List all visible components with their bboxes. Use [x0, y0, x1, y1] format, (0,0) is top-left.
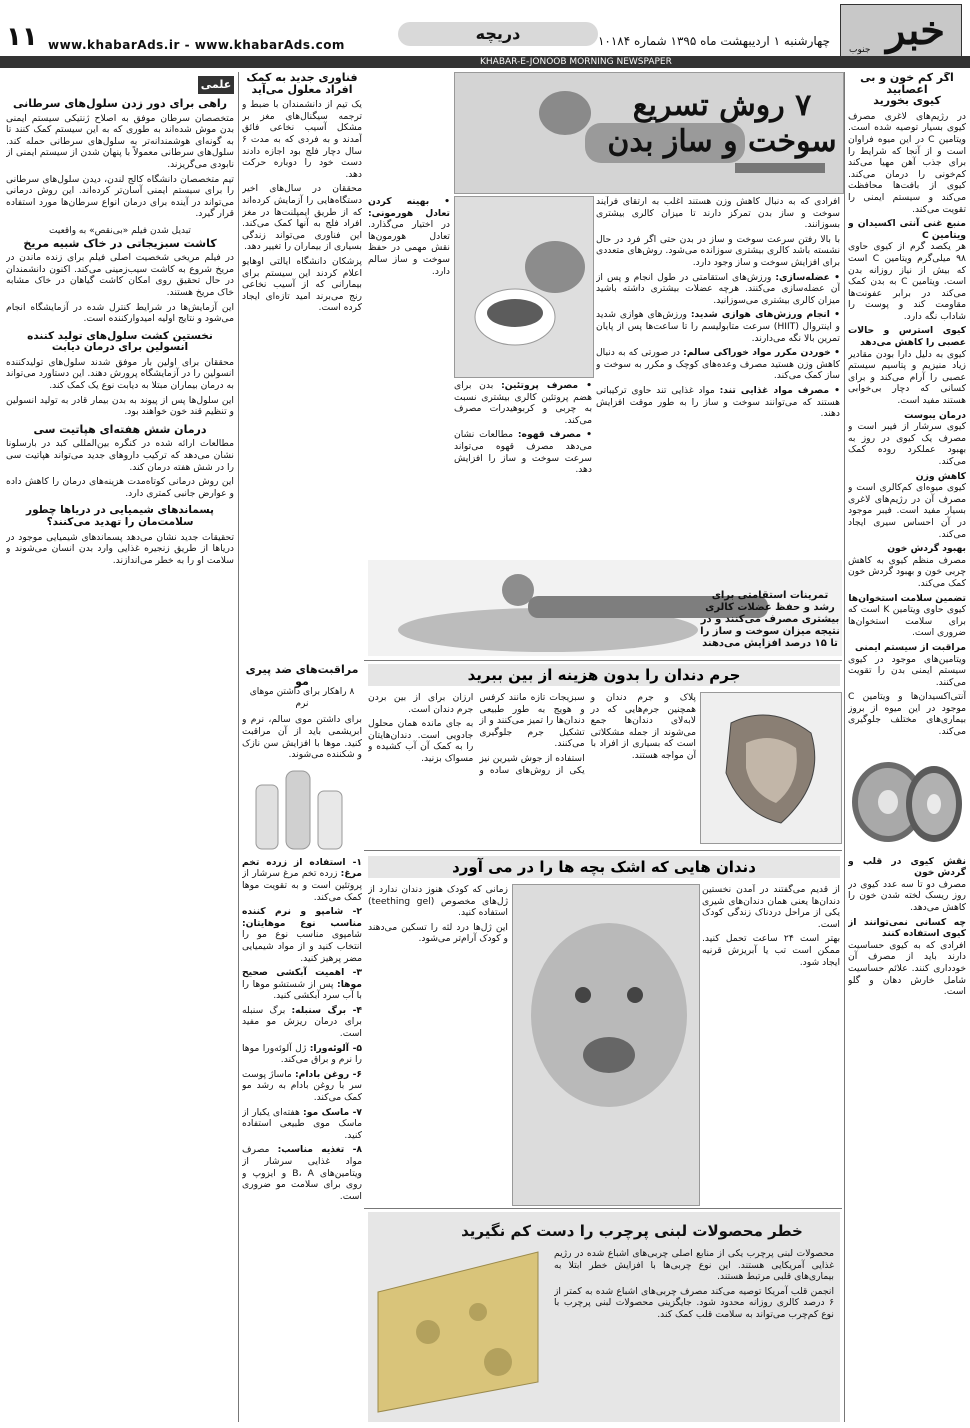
science-paragraph: این آزمایش‌ها در شرایط کنترل شده در آزمایشگاه انجام می‌شود و نتایج اولیه امیدوارکننده است.: [6, 301, 234, 325]
hair-heading: ۳- اهمیت آبکشی صحیح موها:: [242, 967, 362, 990]
kiwi-heading: تضمین سلامت استخوان‌ها: [848, 592, 966, 604]
hair-paragraph: هفته‌ای یکبار از ماسک موی طبیعی استفاده کنید.: [242, 1106, 362, 1141]
feature-paragraph: در صورتی که به دنبال کاهش وزن هستید مصرف وعده‌های کوچک و مکرر به سوخت و ساز کمک می‌کند.: [596, 347, 840, 382]
kiwi-paragraph: افرادی که به کیوی حساسیت دارند باید از مصرف آن خودداری کنند. علائم حساسیت شامل خارش دهان و گلو است.: [848, 939, 966, 998]
section-title: دریچه: [398, 22, 598, 46]
cheese-title: خطر محصولات لبنی پرچرب را دست کم نگیرید: [461, 1222, 803, 1240]
science-paragraph: در فیلم مریخی شخصیت اصلی فیلم برای زنده ماندن در مریخ شروع به کاشت سیب‌زمینی می‌کند. اکنون دانشمندان در حال تحقیق روی امکان کاشت گیاهان در خاک مشابه خاک مریخ هستند.: [6, 252, 234, 298]
cheese-paragraph: محصولات لبنی پرچرب یکی از منابع اصلی چربی‌های اشباع شده در رژیم غذایی آمریکایی هستند. این نوع چربی‌ها با افزایش خطر ابتلا به بیماری‌های قلبی مرتبط هستند.: [554, 1248, 834, 1283]
tech-subtitle: افراد معلول می‌آید: [251, 82, 353, 96]
feature-paragraph: در اختیار می‌گذارد. تعادل هورمون‌ها نقش مهمی در حفظ سوخت و ساز سالم دارد.: [368, 219, 450, 277]
kiwi-heading: منبع غنی آنتی اکسیدان و ویتامین C: [848, 218, 966, 241]
baby-paragraph: از قدیم می‌گفتند در آمدن نخستین دندان‌ها یعنی همان دندان‌های شیری یکی از مراحل دردناک زندگی کودک است.: [702, 884, 840, 930]
website-url: www.khabarAds.ir - www.khabarAds.com: [48, 38, 345, 52]
kiwi-heading: کیوی استرس و حالات عصبی را کاهش می‌دهد: [848, 325, 966, 349]
science-title: راهی برای دور زدن سلول‌های سرطانی: [12, 98, 227, 110]
feature-heading: • انجام ورزش‌های هوازی شدید:: [690, 309, 840, 321]
newspaper-logo: [840, 4, 962, 60]
logo-subtext: جنوب: [849, 45, 871, 55]
feature-caption: تمرینات استقامتی برای رشد و حفظ عضلات کالری بیشتری مصرف می‌کنند و در نتیجه میزان سوخت و ساز را تا ۱۵ درصد افزایش می‌دهند: [700, 590, 840, 649]
tech-article: [242, 72, 362, 652]
band-text: KHABAR-E-JONOOB MORNING NEWSPAPER: [480, 57, 672, 67]
kiwi-article: [848, 72, 966, 1422]
masthead: [0, 0, 970, 62]
tech-paragraph: پزشکان دانشگاه ایالتی اوهایو اعلام کردند این سیستم برای بیمارانی که از آسیب نخاعی رنج می‌برند امید تازه‌ای ایجاد کرده است.: [242, 255, 362, 314]
science-title: نخستین کشت سلول‌های تولید کننده انسولین برای درمان دیابت: [27, 329, 213, 354]
kiwi-paragraph: ویتامین‌های موجود در کیوی سیستم ایمنی بدن را تقویت می‌کنند.: [848, 653, 966, 688]
header-band: [0, 56, 970, 68]
kiwi-heading: مراقبت از سیستم ایمنی: [855, 641, 966, 653]
science-paragraph: تیم متخصصان دانشگاه کالج لندن، دیدن سلول‌های سرطانی را برای سیستم ایمنی آسان‌تر کرده‌اند. این روش درمانی می‌تواند در آینده برای درمان انواع سرطان‌ها مورد استفاده قرار گیرد.: [6, 173, 234, 220]
kiwi-title: اگر کم خون و بی اعصابید: [860, 72, 954, 96]
feature-title-line2: سوخت و ساز بدن: [607, 124, 837, 159]
kiwi-paragraph: کیوی سرشار از فیبر است و مصرف یک کیوی در روز به بهبود عملکرد روده کمک می‌کند.: [848, 421, 966, 467]
baby-body-right: [702, 884, 840, 1204]
kiwi-heading: نقش کیوی در قلب و گردش خون: [848, 855, 966, 879]
hair-heading: ۴- برگ سنبله:: [291, 1004, 362, 1016]
baby-body-left: [368, 884, 508, 1204]
science-paragraph: این سلول‌ها پس از پیوند به بدن بیمار قادر به تولید انسولین و تنظیم قند خون خواهند بود.: [6, 394, 234, 418]
kiwi-heading: درمان یبوست: [904, 409, 966, 421]
tech-paragraph: محققان در سال‌های اخیر دستگاه‌هایی را آزمایش کرده‌اند که از طریق ایمپلنت‌ها در مغز افراد فلج به آنها کمک می‌کند. این فناوری می‌تواند زندگی بسیاری از بیماران را تغییر دهد.: [242, 183, 362, 253]
cheese-article: [368, 1212, 840, 1422]
hair-paragraph: پس از شستشو موها را با آب سرد آبکشی کنید.: [242, 978, 362, 1002]
teeth-paragraph: سبزیجات تازه مانند کرفس و هویج به طور طبیعی دندان‌ها را تمیز می‌کنند و از تشکیل جرم جلوگیری می‌کنند.: [479, 692, 585, 750]
kiwi-paragraph: کیوی حاوی ویتامین K است که برای سلامت استخوان‌ها ضروری است.: [848, 604, 966, 639]
science-paragraph: متخصصان سرطان موفق به اصلاح ژنتیکی سیستم ایمنی بدن موش شده‌اند به طوری که به این سیستم کمک کنند تا به گونه‌ای هوشمندانه‌تر به سلول‌های سرطانی حمله کند. سلول‌های سرطانی معمولاً با پنهان شدن از سیستم ایمنی از نابودی می‌گریزند.: [6, 112, 234, 170]
baby-photo: [512, 884, 700, 1206]
feature-body: [596, 196, 840, 616]
feature-title-line1: ۷ روش تسریع: [632, 88, 812, 123]
baby-paragraph: زمانی که کودک هنوز دندان ندارد از ژل‌های مخصوص (teething gel) استفاده کنید.: [368, 884, 508, 919]
hair-paragraph: برای داشتن موی سالم، نرم و ابریشمی باید از آن مراقبت کنید. موها با افزایش سن نازک و شکننده می‌شوند.: [242, 714, 362, 761]
hair-paragraph: مصرف مواد غذایی سرشار از ویتامین‌های B، A و ایزوپ و روی برای سلامت مو ضروری است.: [242, 1144, 362, 1202]
hair-heading: ۱- استفاده از زرده تخم مرغ:: [242, 856, 362, 880]
teeth-photo: [700, 692, 842, 844]
hair-products-image: [242, 765, 362, 853]
feature-heading: • مصرف پروتئین:: [501, 380, 592, 391]
kiwi-heading: کاهش وزن: [915, 470, 966, 482]
tech-title: فناوری جدید به کمک: [246, 72, 358, 84]
kiwi-paragraph: مصرف منظم کیوی به کاهش چربی خون و بهبود گردش خون کمک می‌کند.: [848, 554, 966, 589]
tech-paragraph: یک تیم از دانشمندان با ضبط و ترجمه سیگنال‌های مغز بر مشکل آسیب نخاعی فائق آمدند و به فردی که به مدت ۶ سال دچار فلج بود اجازه دادند دست خود را دوباره حرکت دهد.: [242, 99, 362, 180]
hair-heading: ۸- تغذیه مناسب:: [277, 1144, 362, 1156]
kiwi-paragraph: مصرف دو تا سه عدد کیوی در روز ریسک لخته شدن خون را کاهش می‌دهد.: [848, 878, 966, 914]
teeth-paragraph: به جای مانده همان محلول جادویی است. دندان‌هایتان را به کمک آن آب کشیده و مسواک بزنید.: [368, 718, 474, 764]
issue-info: چهارشنبه ۱ اردیبهشت ماه ۱۳۹۵ شماره ۱۰۱۸۴: [597, 34, 830, 48]
hair-heading: ۷- ماسک مو:: [303, 1106, 362, 1118]
science-title: درمان شش هفته‌ای هپاتیت سی: [33, 422, 207, 436]
feature-intro: افرادی که به دنبال کاهش وزن هستند اغلب به ارتقای فرآیند سوخت و ساز بدن تمرکز دارند تا میزان کالری بیشتری بسوزانند.: [596, 196, 840, 231]
hair-paragraph: ژل آلوئه‌ورا موها را نرم و براق می‌کند.: [242, 1042, 362, 1066]
science-title: پسماندهای شیمیایی در دریا‌ها چطور سلامت‌مان را تهدید می‌کنند؟: [26, 504, 214, 528]
science-paragraph: تحقیقات جدید نشان می‌دهد پسماندهای شیمیایی موجود در دریاها از طریق زنجیره غذایی وارد بدن انسان می‌شوند و سلامت او را به خطر می‌اندازند.: [6, 531, 234, 566]
feature-paragraph: مطالعات نشان می‌دهد مصرف قهوه می‌تواند سرعت سوخت و ساز را افزایش دهد.: [454, 429, 592, 476]
feature-title: [604, 88, 840, 160]
column-divider: [238, 72, 239, 1422]
page-number: ۱۱: [6, 22, 38, 52]
kiwi-paragraph: هر یکصد گرم از کیوی حاوی ۹۸ میلی‌گرم ویتامین C است که بیش از نیاز روزانه بدن است. ویتامین C به بدن کمک می‌کند در برابر عفونت‌ها مقاومت کند و پوست را شاداب نگه دارد.: [848, 241, 966, 322]
hair-heading: ۵- آلوئه‌ورا:: [309, 1042, 362, 1054]
feature-paragraph: بدن برای هضم پروتئین کالری بیشتری نسبت به چربی و کربوهیدرات مصرف می‌کند.: [454, 380, 592, 426]
science-title: کاشت سبزیجاتی در خاک شبیه مریخ: [23, 236, 217, 250]
teeth-title: جرم دندان را بدون هزینه از بین ببرید: [368, 664, 840, 686]
baby-paragraph: بهتر است ۲۴ ساعت تحمل کنید. ممکن است تب یا آبریزش قرنیه ایجاد شود.: [702, 933, 840, 968]
hair-paragraph: زرده تخم مرغ سرشار از پروتئین است و به تقویت موها کمک می‌کند.: [242, 868, 362, 903]
hair-article: [242, 664, 362, 1422]
hair-heading: ۲- شامپو و نرم کننده مناسب نوع موهایتان:: [242, 906, 362, 929]
feature-paragraph: ورزش‌های هوازی شدید و اینتروال (HIIT) سرعت متابولیسم را تا ساعت‌ها پس از پایان تمرین بالا نگه می‌دارند.: [596, 309, 840, 344]
teeth-paragraph: پلاک و جرم دندان و همچنین جرم‌هایی که در لابه‌لای دندان‌ها جمع می‌شوند از جمله مشکلاتی است که بسیاری از افراد با آن مواجه هستند.: [590, 692, 696, 761]
feature-heading: • خوردن مکرر مواد خوراکی سالم:: [683, 347, 840, 359]
kiwi-subtitle: کیوی بخورید: [873, 94, 941, 108]
science-subtitle: تبدیل شدن فیلم «بی‌نقص» به واقعیت: [49, 225, 191, 236]
feature-paragraph: مواد غذایی تند حاوی ترکیباتی هستند که می‌توانند سوخت و ساز را به طور موقت افزایش دهند.: [596, 384, 840, 420]
feature-body-3: [368, 196, 450, 376]
feature-paragraph: با بالا رفتن سرعت سوخت و ساز در بدن حتی اگر فرد در حال نشسته باشد کالری بیشتری سوزانده می‌شود. روش‌های متعددی برای افزایش سوخت و ساز وجود دارد.: [596, 233, 840, 268]
baby-paragraph: این ژل‌ها درد لثه را تسکین می‌دهند و کودک آرام‌تر می‌شود.: [368, 921, 508, 945]
hair-heading: ۶- روغن بادام:: [295, 1068, 362, 1080]
kiwi-heading: بهبود گردش خون: [887, 543, 966, 555]
feature-heading: • عضله‌سازی:: [775, 271, 840, 283]
kiwi-paragraph: کیوی میوه‌ای کم‌کالری است و مصرف آن در رژیم‌های لاغری بسیار مفید است. فیبر موجود در آن احساس سیری ایجاد می‌کند.: [848, 482, 966, 540]
teeth-body: [368, 692, 696, 846]
baby-title: دندان هایی که اشک بچه ها را در می آورد: [368, 856, 840, 878]
hair-paragraph: برگ سنبله برای درمان ریزش مو مفید است.: [242, 1004, 362, 1040]
feature-heading: • بهینه کردن تعادل هورمونی:: [368, 196, 450, 219]
kiwi-paragraph: آنتی‌اکسیدان‌ها و ویتامین C موجود در این میوه از بروز بیماری‌های مختلف جلوگیری می‌کند.: [848, 691, 966, 738]
hair-subtitle: ۸ راهکار برای داشتن موهای نرم: [249, 687, 355, 709]
kiwi-heading: چه کسانی نمی‌توانند از کیوی استفاده کنند: [848, 916, 966, 940]
kiwi-paragraph: کیوی به دلیل دارا بودن مقادیر زیاد منیزیم و پتاسیم سیستم عصبی را آرام می‌کند و برای کسانی که دچار بی‌خوابی هستند مفید است.: [848, 348, 966, 407]
cheese-image: [368, 1232, 548, 1422]
column-divider: [844, 72, 845, 1422]
breakfast-photo: [454, 196, 594, 378]
hair-paragraph: ماساژ پوست سر با روغن بادام به رشد مو کمک می‌کند.: [242, 1068, 362, 1104]
logo-text: خبر: [886, 7, 945, 54]
row-divider: [364, 850, 842, 851]
science-label: علمی: [198, 76, 234, 94]
row-divider: [364, 660, 842, 661]
feature-paragraph: ورزش‌های استقامتی در طول انجام و پس از آن عضله‌سازی می‌کنند. هرچه عضلات بیشتری داشته باشید میزان کالری بیشتری می‌سوزانید.: [596, 271, 840, 306]
row-divider: [364, 1208, 842, 1209]
feature-heading: • مصرف مواد غذایی تند:: [719, 384, 840, 396]
hair-paragraph: شامپوی مناسب نوع مو را انتخاب کنید و از مواد شیمیایی مضر پرهیز کنید.: [242, 929, 362, 964]
feature-heading: • مصرف قهوه:: [517, 429, 592, 441]
cheese-paragraph: انجمن قلب آمریکا توصیه می‌کند مصرف چربی‌های اشباع شده به کمتر از ۶ درصد کالری روزانه محدود شود. جایگزینی محصولات لبنی پرچرب با نوع کم‌چرب می‌تواند به سلامت قلب کمک کند.: [554, 1285, 834, 1320]
science-paragraph: مطالعات ارائه شده در کنگره بین‌المللی کبد در بارسلونا نشان می‌دهد که ترکیب داروهای جدید می‌تواند هپاتیت سی را در شش هفته درمان کند.: [6, 438, 234, 473]
science-paragraph: این روش درمانی کوتاه‌مدت هزینه‌های درمان را کاهش داده و عوارض جانبی کمتری دارد.: [6, 476, 234, 499]
science-column: [6, 98, 234, 1422]
teeth-paragraph: استفاده از جوش شیرین نیز یکی از روش‌های ساده و ارزان برای از بین بردن جرم دندان است.: [368, 692, 585, 776]
science-paragraph: محققان برای اولین بار موفق شدند سلول‌های تولیدکننده انسولین را در آزمایشگاه پرورش دهند. این دستاورد می‌تواند به درمان بیماران مبتلا به دیابت نوع یک کمک کند.: [6, 356, 234, 392]
kiwi-image: [848, 742, 966, 852]
kiwi-paragraph: در رژیم‌های لاغری مصرف کیوی بسیار توصیه شده است. ویتامین C در این میوه فراوان است و از آنجا که شرایط را برای جذب آهن مهیا می‌کند کم‌خونی را درمان می‌کند. کیوی از بافت‌ها محافظت می‌کند و سیستم ایمنی را تقویت می‌کند.: [848, 110, 966, 215]
cheese-body: [554, 1248, 834, 1418]
hair-title: مراقبت‌های ضد پیری مو: [245, 664, 359, 688]
